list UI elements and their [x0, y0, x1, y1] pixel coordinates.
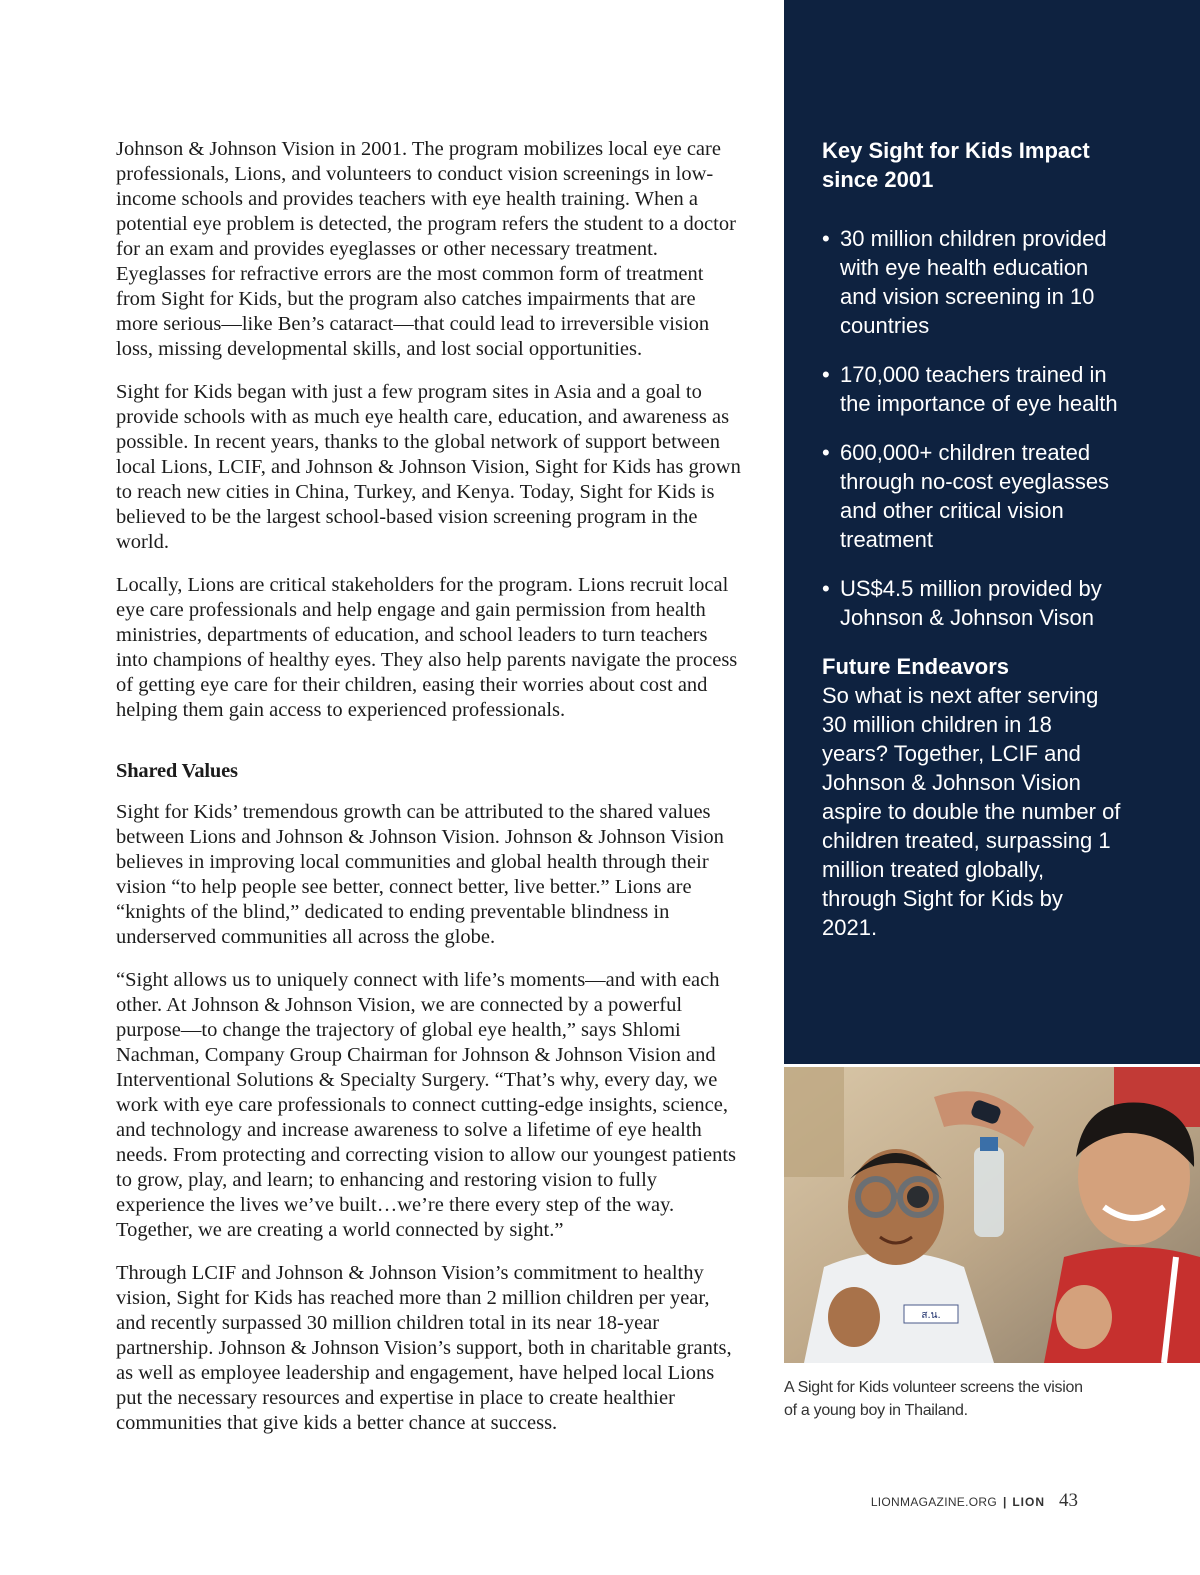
page-number: 43 [1059, 1490, 1078, 1511]
future-title: Future Endeavors [822, 654, 1010, 679]
bullet-icon: • [822, 226, 830, 251]
article-paragraph: Sight for Kids began with just a few program sites in Asia and a goal to provide schools with as much eye health care, education, and awareness as possible. In recent years, thanks to the global network of support between local Lions, LCIF, and Johnson & Johnson Vision, Sight for Kids has grown to reach new cities in China, Turkey, and Kenya. Today, Sight for Kids is believed to be the largest school-based vision screening program in the world. [116, 381, 741, 553]
bullet-icon: • [822, 576, 830, 601]
bullet-icon: • [822, 362, 830, 387]
page-footer [871, 1490, 1078, 1512]
impact-item-text: 600,000+ children treated through no-cost eyeglasses and other critical vision treatment [840, 440, 1110, 552]
impact-item-text: 30 million children provided with eye health education and vision screening in 10 countries [840, 226, 1107, 338]
photo-illustration [784, 1067, 1200, 1363]
article-paragraph: Sight for Kids’ tremendous growth can be attributed to the shared values between Lions and Johnson & Johnson Vision. Johnson & Johnson Vision believes in improving local communities and global health through their vision “to help people see better, connect better, live better.” Lions are “knights of the blind,” dedicated to ending preventable blindness in underserved communities all across the globe. [116, 801, 724, 948]
photo-caption: A Sight for Kids volunteer screens the vision of a young boy in Thailand. [784, 1379, 1083, 1419]
impact-item [822, 360, 1122, 418]
impact-item [822, 224, 1122, 340]
badge-text: ส.น. [921, 1310, 941, 1321]
impact-item [822, 438, 1122, 554]
volunteer-photo [784, 1067, 1200, 1363]
article-paragraph: Johnson & Johnson Vision in 2001. The program mobilizes local eye care professionals, Lions, and volunteers to conduct vision screenings in low-income schools and provides teachers with eye health training. When a potential eye problem is detected, the program refers the student to a doctor for an exam and provides eyeglasses or other necessary treatment. Eyeglasses for refractive errors are the most common form of treatment from Sight for Kids, but the program also catches impairments that are more serious—like Ben’s cataract—that could lead to irreversible vision loss, missing developmental skills, and lost social opportunities. [116, 138, 736, 360]
impact-sidebar [784, 0, 1200, 1064]
footer-site: LIONMAGAZINE.ORG [870, 1495, 997, 1509]
article-body [116, 137, 741, 1454]
bullet-icon: • [822, 440, 830, 465]
future-text: So what is next after serving 30 million children in 18 years? Together, LCIF and Johnson & Johnson Vision aspire to double the number of children treated, surpassing 1 million treated globally, through Sight for Kids by 2021. [822, 683, 1121, 940]
article-paragraph: Through LCIF and Johnson & Johnson Vision’s commitment to healthy vision, Sight for Kids has reached more than 2 million children per year, and recently surpassed 30 million children total in its near 18-year partnership. Johnson & Johnson Vision’s support, both in charitable grants, as well as employee leadership and engagement, have helped local Lions put the necessary resources and expertise in place to create healthier communities that give kids a better chance at success. [116, 1262, 732, 1434]
footer-brand: LION [1012, 1495, 1045, 1509]
impact-item-text: US$4.5 million provided by Johnson & Johnson Vison [840, 576, 1102, 630]
section-heading: Shared Values [116, 760, 238, 782]
article-paragraph: Locally, Lions are critical stakeholders for the program. Lions recruit local eye care professionals and help engage and gain permission from health ministries, departments of education, and school leaders to turn teachers into champions of healthy eyes. They also help parents navigate the process of getting eye care for their children, easing their worries about cost and helping them gain access to experienced professionals. [116, 574, 738, 721]
impact-list [822, 224, 1122, 632]
article-paragraph: “Sight allows us to uniquely connect with life’s moments—and with each other. At Johnson & Johnson Vision, we are connected by a powerful purpose—to change the trajectory of global eye health,” says Shlomi Nachman, Company Group Chairman for Johnson & Johnson Vision and Interventional Solutions & Specialty Surgery. “That’s why, every day, we work with eye care professionals to connect cutting-edge insights, science, and technology and increase awareness to solve a lifetime of eye health needs. From protecting and correcting vision to allow our youngest patients to grow, play, and learn; to enhancing and restoring vision to fully experience the lives we’ve built…we’re there every step of the way. Together, we are creating a world connected by sight.” [116, 969, 736, 1241]
impact-item-text: 170,000 teachers trained in the importance of eye health [840, 362, 1118, 416]
impact-item [822, 574, 1122, 632]
sidebar-title: Key Sight for Kids Impact since 2001 [822, 138, 1090, 192]
footer-separator: | [1002, 1495, 1007, 1509]
